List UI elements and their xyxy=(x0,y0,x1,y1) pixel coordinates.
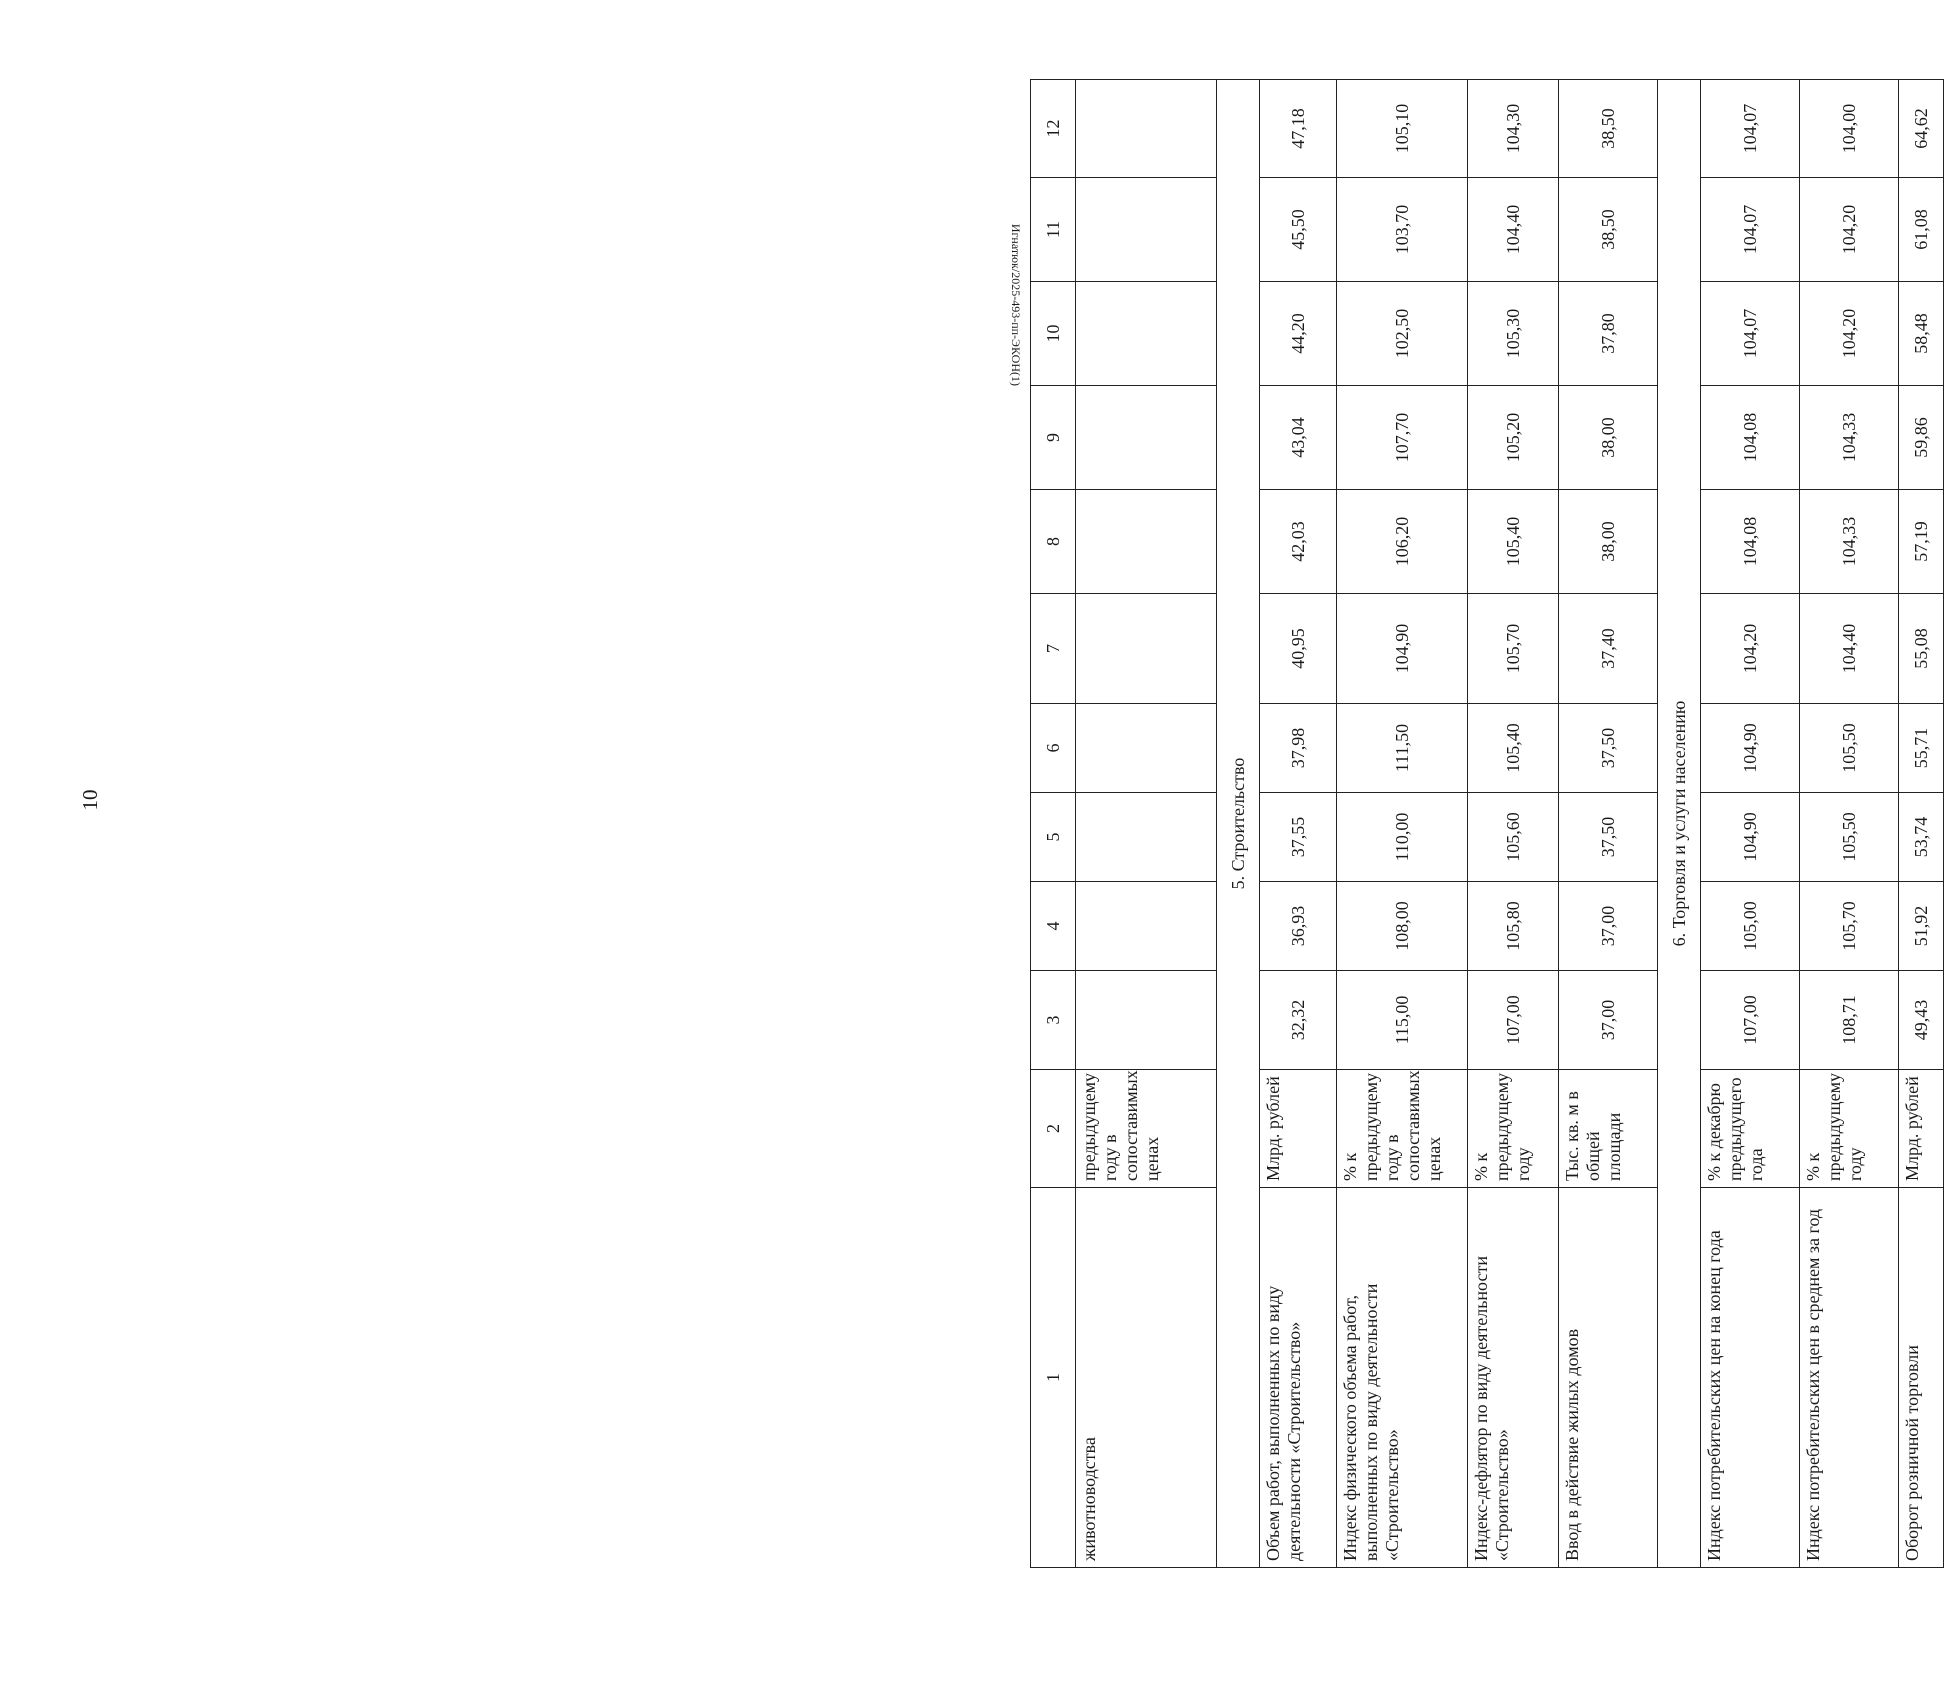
rotated-table-container xyxy=(1030,80,1940,1568)
value-cell: 37,98 xyxy=(1260,704,1337,793)
value-cell: 105,30 xyxy=(1468,282,1559,386)
value-cell: 105,50 xyxy=(1800,704,1899,793)
header-cell: 6 xyxy=(1031,704,1076,793)
indicator-name: Индекс потребительских цен в среднем за год xyxy=(1800,1188,1899,1568)
value-cell: 105,20 xyxy=(1468,386,1559,490)
section-title: 5. Строительство xyxy=(1217,80,1260,1568)
header-cell: 3 xyxy=(1031,971,1076,1070)
value-cell: 104,07 xyxy=(1701,282,1800,386)
value-cell: 104,08 xyxy=(1701,490,1800,594)
value-cell: 107,00 xyxy=(1468,971,1559,1070)
value-cell: 104,07 xyxy=(1701,80,1800,178)
value-cell: 104,33 xyxy=(1800,386,1899,490)
unit-cell: Млрд. рублей xyxy=(1899,1070,1944,1188)
value-cell: 55,71 xyxy=(1899,704,1944,793)
value-cell: 37,40 xyxy=(1559,594,1658,704)
value-cell: 36,93 xyxy=(1260,882,1337,971)
header-cell: 10 xyxy=(1031,282,1076,386)
value-cell: 45,50 xyxy=(1260,178,1337,282)
value-cell: 38,50 xyxy=(1559,80,1658,178)
value-cell: 104,00 xyxy=(1800,80,1899,178)
indicator-name: Индекс потребительских цен на конец года xyxy=(1701,1188,1800,1568)
value-cell: 104,20 xyxy=(1800,178,1899,282)
indicator-name: Индекс физического объема работ, выполненных по виду деятельности «Строительство» xyxy=(1337,1188,1468,1568)
value-cell: 104,40 xyxy=(1800,594,1899,704)
value-cell: 104,90 xyxy=(1701,793,1800,882)
value-cell: 37,50 xyxy=(1559,704,1658,793)
value-cell: 32,32 xyxy=(1260,971,1337,1070)
value-cell: 43,04 xyxy=(1260,386,1337,490)
unit-cell: Млрд. рублей xyxy=(1260,1070,1337,1188)
indicator-name: животноводства xyxy=(1076,1188,1217,1568)
value-cell: 44,20 xyxy=(1260,282,1337,386)
table-row xyxy=(1899,80,1944,1568)
value-cell: 108,71 xyxy=(1800,971,1899,1070)
value-cell: 115,00 xyxy=(1337,971,1468,1070)
value-cell: 105,40 xyxy=(1468,490,1559,594)
value-cell: 37,80 xyxy=(1559,282,1658,386)
value-cell: 57,19 xyxy=(1899,490,1944,594)
header-cell: 7 xyxy=(1031,594,1076,704)
value-cell: 40,95 xyxy=(1260,594,1337,704)
value-cell: 61,08 xyxy=(1899,178,1944,282)
value-cell: 111,50 xyxy=(1337,704,1468,793)
value-cell: 103,70 xyxy=(1337,178,1468,282)
value-cell: 64,62 xyxy=(1899,80,1944,178)
indicator-name: Индекс-дефлятор по виду деятельности «Строительство» xyxy=(1468,1188,1559,1568)
header-cell: 2 xyxy=(1031,1070,1076,1188)
indicator-name: Объем работ, выполненных по виду деятельности «Строительство» xyxy=(1260,1188,1337,1568)
value-cell: 105,70 xyxy=(1468,594,1559,704)
header-cell: 5 xyxy=(1031,793,1076,882)
document-footer: Игнатюк/2025-493-пп-ЭКОН(1) xyxy=(1009,223,1023,386)
value-cell: 37,50 xyxy=(1559,793,1658,882)
value-cell: 53,74 xyxy=(1899,793,1944,882)
data-table xyxy=(1030,79,1944,1568)
indicator-name: Ввод в действие жилых домов xyxy=(1559,1188,1658,1568)
page-number: 10 xyxy=(78,789,102,811)
table-row xyxy=(1076,80,1217,1568)
unit-cell: % к предыдущему году xyxy=(1800,1070,1899,1188)
header-cell: 9 xyxy=(1031,386,1076,490)
table-header-row xyxy=(1031,80,1076,1568)
value-cell: 105,00 xyxy=(1701,882,1800,971)
value-cell: 105,40 xyxy=(1468,704,1559,793)
value-cell: 59,86 xyxy=(1899,386,1944,490)
table-row xyxy=(1260,80,1337,1568)
section-title: 6. Торговля и услуги населению xyxy=(1658,80,1701,1568)
value-cell: 108,00 xyxy=(1337,882,1468,971)
value-cell: 104,20 xyxy=(1701,594,1800,704)
header-cell: 4 xyxy=(1031,882,1076,971)
value-cell: 107,00 xyxy=(1701,971,1800,1070)
value-cell: 49,43 xyxy=(1899,971,1944,1070)
section-row xyxy=(1217,80,1260,1568)
table-row xyxy=(1559,80,1658,1568)
value-cell: 104,08 xyxy=(1701,386,1800,490)
value-cell: 37,00 xyxy=(1559,971,1658,1070)
value-cell: 38,00 xyxy=(1559,490,1658,594)
value-cell: 104,33 xyxy=(1800,490,1899,594)
value-cell: 110,00 xyxy=(1337,793,1468,882)
value-cell: 104,90 xyxy=(1337,594,1468,704)
unit-cell: % к предыдущему году в сопоставимых ценах xyxy=(1337,1070,1468,1188)
value-cell: 106,20 xyxy=(1337,490,1468,594)
header-cell: 1 xyxy=(1031,1188,1076,1568)
value-cell: 105,60 xyxy=(1468,793,1559,882)
value-cell: 105,70 xyxy=(1800,882,1899,971)
unit-cell: предыдущему году в сопоставимых ценах xyxy=(1076,1070,1217,1188)
unit-cell: % к декабрю предыдущего года xyxy=(1701,1070,1800,1188)
value-cell: 38,50 xyxy=(1559,178,1658,282)
value-cell: 37,55 xyxy=(1260,793,1337,882)
value-cell: 102,50 xyxy=(1337,282,1468,386)
header-cell: 11 xyxy=(1031,178,1076,282)
section-row xyxy=(1658,80,1701,1568)
value-cell: 105,10 xyxy=(1337,80,1468,178)
value-cell: 104,40 xyxy=(1468,178,1559,282)
value-cell: 107,70 xyxy=(1337,386,1468,490)
value-cell: 104,30 xyxy=(1468,80,1559,178)
indicator-name: Оборот розничной торговли xyxy=(1899,1188,1944,1568)
table-row xyxy=(1800,80,1899,1568)
unit-cell: Тыс. кв. м в общей площади xyxy=(1559,1070,1658,1188)
value-cell: 38,00 xyxy=(1559,386,1658,490)
header-cell: 8 xyxy=(1031,490,1076,594)
value-cell: 104,20 xyxy=(1800,282,1899,386)
table-row xyxy=(1337,80,1468,1568)
value-cell: 37,00 xyxy=(1559,882,1658,971)
unit-cell: % к предыдущему году xyxy=(1468,1070,1559,1188)
value-cell: 42,03 xyxy=(1260,490,1337,594)
value-cell: 105,80 xyxy=(1468,882,1559,971)
value-cell: 47,18 xyxy=(1260,80,1337,178)
table-row xyxy=(1468,80,1559,1568)
value-cell: 55,08 xyxy=(1899,594,1944,704)
table-row xyxy=(1701,80,1800,1568)
header-cell: 12 xyxy=(1031,80,1076,178)
value-cell: 105,50 xyxy=(1800,793,1899,882)
value-cell: 58,48 xyxy=(1899,282,1944,386)
value-cell: 104,90 xyxy=(1701,704,1800,793)
value-cell: 51,92 xyxy=(1899,882,1944,971)
value-cell: 104,07 xyxy=(1701,178,1800,282)
